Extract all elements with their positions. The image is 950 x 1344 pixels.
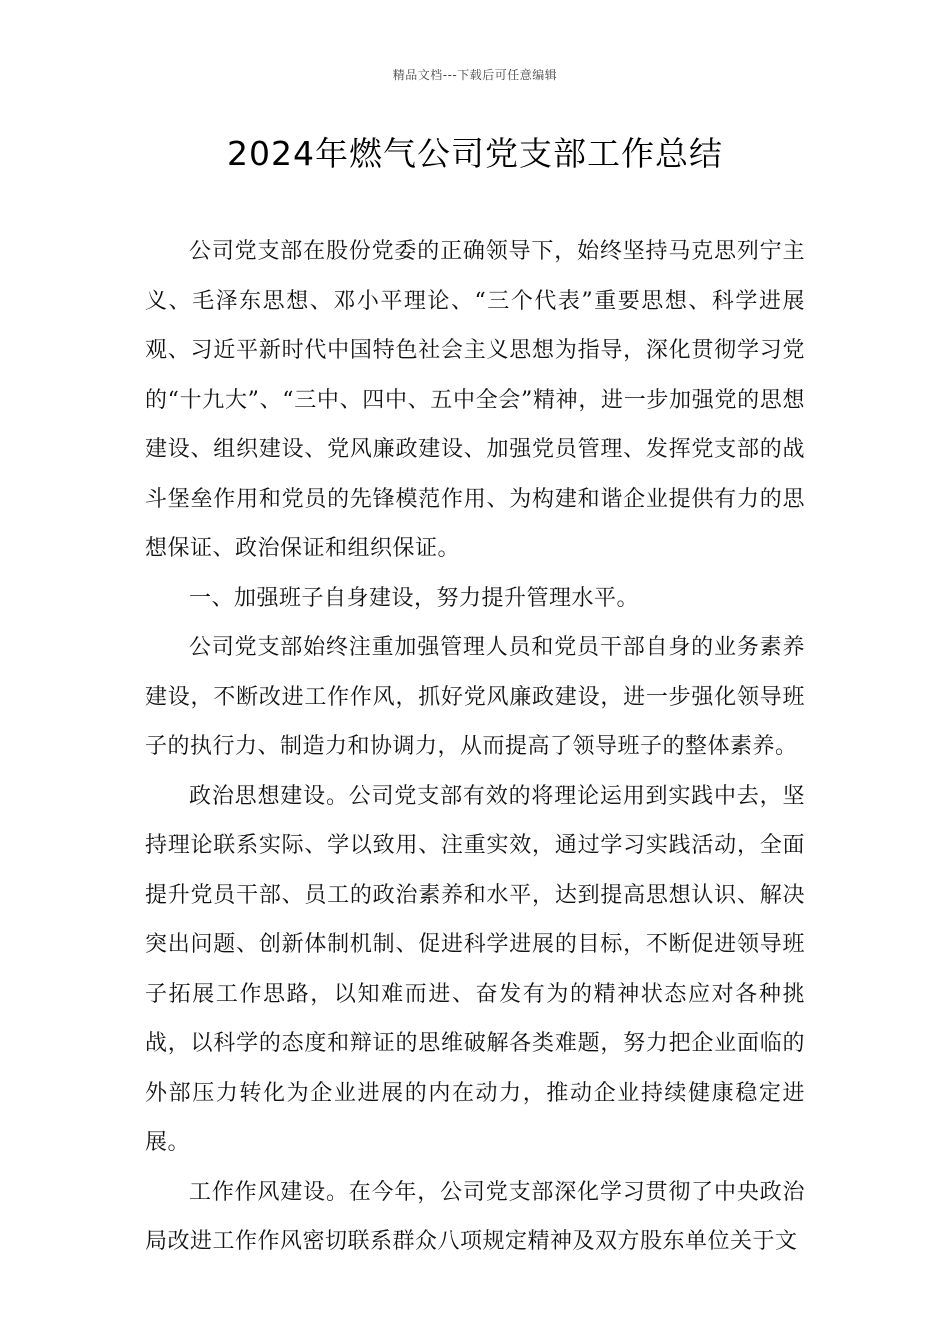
document-title: 2024年燃气公司党支部工作总结 <box>227 134 723 173</box>
document-body <box>145 227 805 1267</box>
paragraph-work-style: 工作作风建设。在今年，公司党支部深化学习贯彻了中央政治局改进工作作风密切联系群众八项规定精神及双方股东单位关于文 <box>145 1179 805 1254</box>
header-note: 精品文档---下载后可任意编辑 <box>392 68 558 82</box>
paragraph-team-building: 公司党支部始终注重加强管理人员和党员干部自身的业务素养建设，不断改进工作作风，抓好党风廉政建设，进一步强化领导班子的执行力、制造力和协调力，从而提高了领导班子的整体素养。 <box>145 635 805 759</box>
section-heading-1: 一、加强班子自身建设，努力提升管理水平。 <box>189 585 640 611</box>
paragraph-political-thought: 政治思想建设。公司党支部有效的将理论运用到实践中去，坚持理论联系实际、学以致用、注重实效，通过学习实践活动，全面提升党员干部、员工的政治素养和水平，达到提高思想认识、解决突出问题、创新体制机制、促进科学进展的目标，不断促进领导班子拓展工作思路，以知难而进、奋发有为的精神状态应对各种挑战，以科学的态度和辩证的思维破解各类难题，努力把企业面临的外部压力转化为企业进展的内在动力，推动企业持续健康稳定进展。 <box>145 783 805 1155</box>
paragraph-intro: 公司党支部在股份党委的正确领导下，始终坚持马克思列宁主义、毛泽东思想、邓小平理论、“三个代表”重要思想、科学进展观、习近平新时代中国特色社会主义思想为指导，深化贯彻学习党的“十九大”、“三中、四中、五中全会”精神，进一步加强党的思想建设、组织建设、党风廉政建设、加强党员管理、发挥党支部的战斗堡垒作用和党员的先锋模范作用、为构建和谐企业提供有力的思想保证、政治保证和组织保证。 <box>145 239 805 561</box>
